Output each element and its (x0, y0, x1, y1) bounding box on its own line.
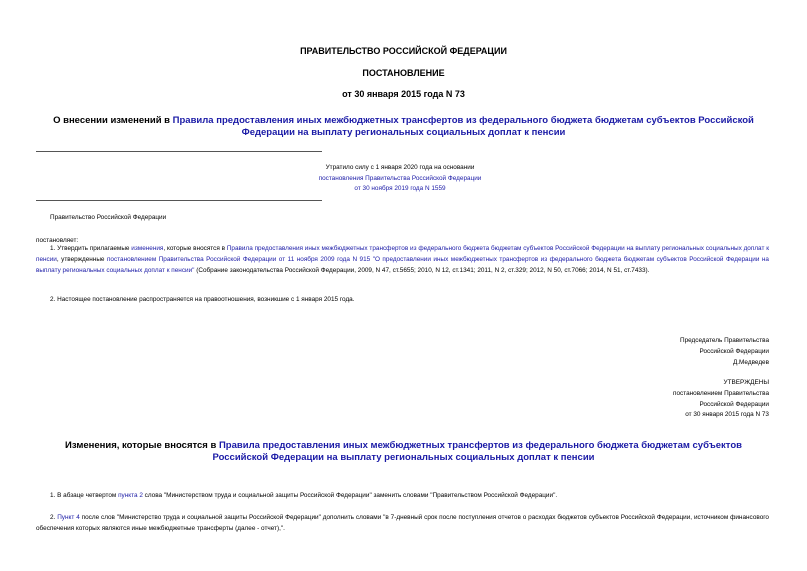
change-2-text-b: после слов "Министерство труда и социальной защиты Российской Федерации" дополнить словами "в 7-дневный срок после поступления отчетов о расходах бюджетов субъектов Российской Федерации, источником финансового обеспечения которых являются иные межбюджетные трансферты (далее - отчет),". (36, 514, 769, 532)
approved-line3: Российской Федерации (699, 400, 769, 408)
change-2 (36, 512, 769, 534)
change-2-text-a: 2. (50, 514, 58, 521)
signature-name: Д.Медведев (732, 358, 769, 366)
p1-text-c: , утвержденные (56, 256, 107, 263)
signature-line1: Председатель Правительства (680, 337, 769, 344)
repeal-note-line1: Утратило силу с 1 января 2020 года на основании (325, 164, 475, 171)
changes-title (40, 440, 767, 464)
change-1-text-b: слова "Министерством труда и социальной защиты Российской Федерации" заменить словами "Правительством Российской Федерации". (142, 492, 558, 499)
approved-line2: постановлением Правительства (673, 389, 769, 397)
signature-block (600, 336, 769, 368)
divider-bottom (36, 200, 322, 201)
header-date-number: от 30 января 2015 года N 73 (342, 89, 465, 99)
approved-line1: УТВЕРЖДЕНЫ (723, 379, 769, 386)
document-title-link[interactable]: Правила предоставления иных межбюджетных трансфертов из федерального бюджета бюджетам субъектов Российской Федерации на выплату региональных социальных доплат к пенсии (172, 115, 754, 138)
header-doc-type: ПОСТАНОВЛЕНИЕ (362, 68, 445, 78)
change-2-link[interactable]: Пункт 4 (57, 514, 80, 521)
change-1 (36, 490, 769, 501)
intro-text: Правительство Российской Федерации (50, 214, 167, 221)
divider-top (36, 151, 322, 152)
p1-text-b: , которые вносятся в (163, 245, 227, 252)
changes-title-prefix: Изменения, которые вносятся в (65, 440, 219, 451)
approved-line4: от 30 января 2015 года N 73 (685, 411, 769, 419)
approved-block (600, 378, 769, 421)
p1-text-a: 1. Утвердить прилагаемые (50, 245, 132, 252)
p1-link-changes[interactable]: изменения (131, 245, 164, 252)
p1-link-rules[interactable]: Правила предоставления иных межбюджетных трансфертов из федерального бюджета бюджетам субъектов Российской Федерации на выплату региональных социальных доплат к пенсии (36, 245, 769, 263)
change-1-link[interactable]: пункта 2 (118, 492, 143, 499)
p1-link-decree-915[interactable]: постановлением Правительства Российской Федерации от 11 ноября 2009 года N 915 "О предоставлении иных межбюджетных трансфертов из федерального бюджета бюджетам субъектов Российской Федерации на выплату региональных социальных доплат к пенсии" (36, 256, 769, 274)
document-title-prefix: О внесении изменений в (53, 115, 173, 126)
document-title (40, 115, 767, 139)
decree-text: постановляет: (36, 237, 79, 244)
signature-line2: Российской Федерации (699, 347, 769, 355)
paragraph-1 (36, 243, 769, 276)
repeal-note-link-line3[interactable]: от 30 ноября 2019 года N 1559 (354, 185, 446, 192)
p1-text-d: (Собрание законодательства Российской Федерации, 2009, N 47, ст.5655; 2010, N 12, ст.1341; 2011, N 2, ст.329; 2012, N 50, ст.7066; 2014, N 51, ст.7433). (194, 267, 650, 274)
change-1-text-a: 1. В абзаце четвертом (50, 492, 119, 499)
paragraph-2: 2. Настоящее постановление распространяется на правоотношения, возникшие с 1 января 2015 года. (50, 296, 355, 303)
changes-title-link[interactable]: Правила предоставления иных межбюджетных трансфертов из федерального бюджета бюджетам субъектов Российской Федерации на выплату региональных социальных доплат к пенсии (212, 440, 742, 463)
header-government: ПРАВИТЕЛЬСТВО РОССИЙСКОЙ ФЕДЕРАЦИИ (300, 46, 507, 56)
repeal-note (300, 163, 500, 195)
repeal-note-link-line2[interactable]: постановления Правительства Российской Федерации (318, 174, 482, 182)
